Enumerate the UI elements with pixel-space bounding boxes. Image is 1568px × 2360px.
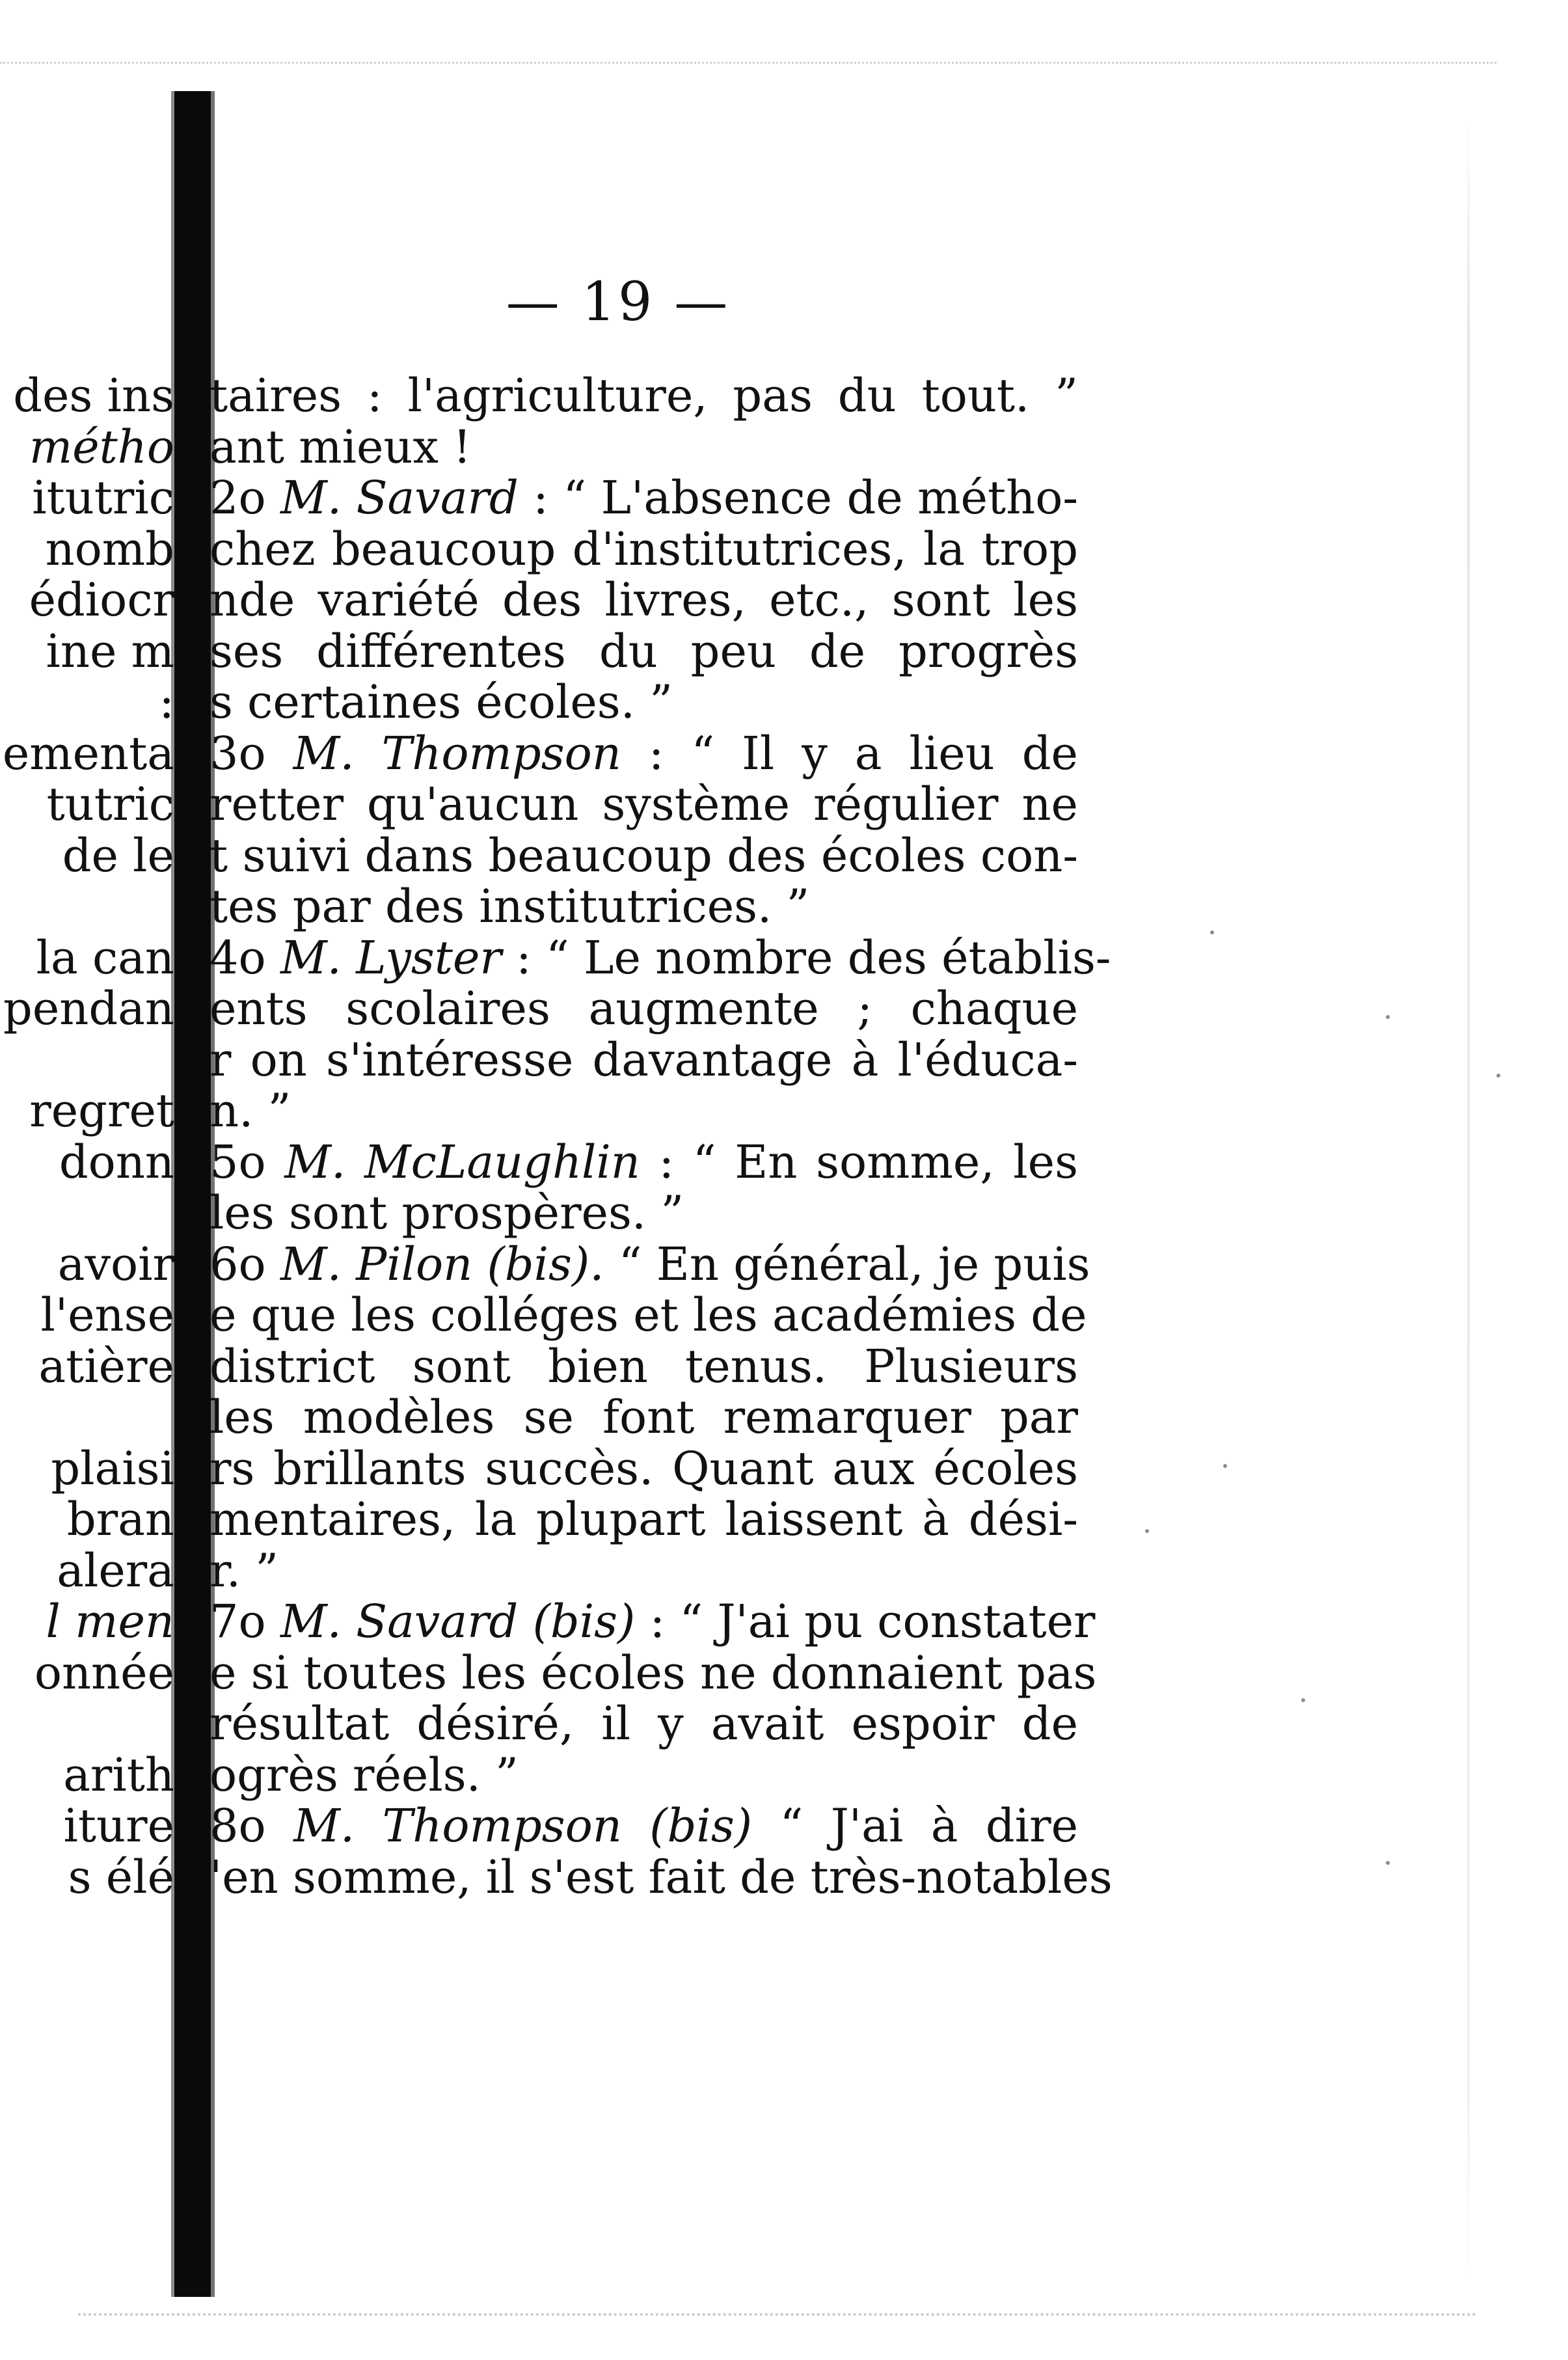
left-fragment: tutric xyxy=(46,778,174,831)
left-fragment: onnée xyxy=(34,1646,174,1700)
text-line xyxy=(210,625,1078,677)
scan-speck xyxy=(1054,748,1058,752)
text-line xyxy=(210,1443,1078,1495)
line-text: s certaines écoles. ” xyxy=(210,675,673,729)
item-number: 8o xyxy=(210,1799,294,1852)
text-line xyxy=(210,727,1078,780)
line-text: retter qu'aucun système régulier ne xyxy=(210,778,1078,831)
bottom-edge-noise xyxy=(78,2313,1477,2335)
line-text: e si toutes les écoles ne donnaient pas xyxy=(210,1646,1097,1700)
text-line xyxy=(210,1646,1097,1700)
line-text: mentaires, la plupart laissent à dési- xyxy=(210,1493,1078,1546)
scan-speck xyxy=(1386,1861,1390,1865)
text-line xyxy=(210,574,1078,626)
text-line xyxy=(210,778,1078,830)
text-line xyxy=(210,1749,1078,1801)
left-fragment: s élé xyxy=(68,1850,174,1904)
binding-gutter xyxy=(174,91,211,2297)
line-text: ogrès réels. ” xyxy=(210,1748,519,1802)
left-page-fragments xyxy=(0,370,174,1928)
inspector-name: M. Lyster xyxy=(280,930,502,984)
text-line xyxy=(210,1545,1078,1597)
inspector-name: M. Savard xyxy=(280,471,519,524)
line-text: district sont bien tenus. Plusieurs xyxy=(210,1339,1078,1393)
text-line xyxy=(210,930,1111,984)
line-text: taires : l'agriculture, pas du tout. ” xyxy=(210,369,1078,422)
line-text: résultat désiré, il y avait espoir de xyxy=(210,1697,1078,1750)
line-text: tes par des institutrices. ” xyxy=(210,880,810,933)
line-text: : “ Il y a lieu de xyxy=(621,726,1078,780)
inspector-name: M. Savard (bis) xyxy=(280,1595,636,1648)
line-text: ses différentes du peu de progrès xyxy=(210,624,1078,678)
line-text: “ J'ai à dire xyxy=(752,1799,1078,1852)
left-fragment: itutric xyxy=(32,471,174,524)
text-line xyxy=(210,830,1078,882)
page-number: — 19 — xyxy=(506,271,731,333)
left-fragment: : xyxy=(159,675,174,729)
left-fragment: édiocr xyxy=(29,573,174,627)
text-line xyxy=(210,1034,1078,1086)
left-fragment: regret xyxy=(29,1084,174,1137)
left-fragment: bran xyxy=(66,1493,174,1546)
left-fragment: ementa xyxy=(2,726,174,780)
item-number: 4o xyxy=(210,930,280,984)
text-line xyxy=(210,1237,1090,1291)
left-fragment: alera xyxy=(57,1543,174,1597)
left-fragment: de le xyxy=(62,828,174,882)
text-line xyxy=(210,1493,1078,1545)
inspector-name: M. Thompson (bis) xyxy=(293,1799,753,1852)
scan-speck xyxy=(1145,1529,1149,1533)
line-text: 'en somme, il s'est fait de très-notables xyxy=(210,1850,1113,1904)
text-line xyxy=(210,370,1078,422)
top-edge-noise xyxy=(0,62,1496,90)
left-fragment: des ins xyxy=(13,370,174,422)
left-fragment: arith xyxy=(63,1748,174,1802)
item-number: 6o xyxy=(210,1237,280,1291)
left-fragment: avoir xyxy=(57,1237,174,1291)
text-line xyxy=(210,1288,1087,1342)
inspector-name: M. Pilon (bis). xyxy=(280,1237,604,1291)
item-number: 7o xyxy=(210,1595,280,1648)
line-text: les sont prospères. ” xyxy=(210,1186,684,1240)
line-text: r on s'intéresse davantage à l'éduca- xyxy=(210,1033,1078,1087)
line-text: r. ” xyxy=(210,1543,279,1597)
scan-speck xyxy=(1301,1698,1305,1702)
left-fragment: la can xyxy=(36,930,174,984)
left-fragment: l'ense xyxy=(40,1288,174,1342)
scan-speck xyxy=(1210,930,1214,934)
left-fragment: métho xyxy=(29,420,174,474)
scan-speck xyxy=(1496,1074,1500,1078)
left-fragment: iture xyxy=(63,1799,174,1852)
left-fragment: nomb xyxy=(45,522,174,576)
line-text: ant mieux ! xyxy=(210,420,472,474)
text-line xyxy=(210,472,1078,524)
text-line xyxy=(210,983,1078,1035)
text-line xyxy=(210,1340,1078,1392)
left-fragment: l men xyxy=(46,1595,174,1648)
text-line xyxy=(210,1085,1078,1137)
text-line xyxy=(210,1800,1078,1852)
text-line xyxy=(210,421,1078,473)
text-line xyxy=(210,880,1078,932)
line-text: les modèles se font remarquer par xyxy=(210,1390,1078,1444)
inspector-name: M. Thompson xyxy=(293,726,621,780)
left-fragment: ine m xyxy=(46,624,174,678)
item-number: 5o xyxy=(210,1135,285,1189)
line-text: t suivi dans beaucoup des écoles con- xyxy=(210,828,1078,882)
line-text: e que les colléges et les académies de xyxy=(210,1288,1087,1342)
text-line xyxy=(210,1136,1078,1188)
scan-speck xyxy=(1223,1464,1227,1468)
left-fragment: atière xyxy=(38,1339,174,1393)
text-line xyxy=(210,1187,1078,1239)
text-line xyxy=(210,1698,1078,1750)
line-text: : “ L'absence de métho- xyxy=(518,471,1078,524)
line-text: chez beaucoup d'institutrices, la trop xyxy=(210,522,1078,576)
text-line xyxy=(210,676,1078,728)
item-number: 3o xyxy=(210,726,293,780)
left-fragment: pendan xyxy=(3,982,174,1035)
text-line xyxy=(210,1595,1096,1648)
page-right-edge xyxy=(1467,117,1470,2284)
line-text: nde variété des livres, etc., sont les xyxy=(210,573,1078,627)
line-text: : “ Le nombre des établis- xyxy=(501,930,1111,984)
text-line xyxy=(210,523,1078,575)
line-text: ents scolaires augmente ; chaque xyxy=(210,982,1078,1035)
line-text: rs brillants succès. Quant aux écoles xyxy=(210,1441,1078,1495)
inspector-name: M. McLaughlin xyxy=(284,1135,640,1189)
text-line xyxy=(210,1850,1113,1904)
line-text: : “ J'ai pu constater xyxy=(635,1595,1096,1648)
scan-speck xyxy=(1386,1015,1390,1019)
left-fragment: donn xyxy=(59,1135,174,1189)
text-line xyxy=(210,1391,1078,1443)
line-text: n. ” xyxy=(210,1084,291,1137)
line-text: “ En général, je puis xyxy=(604,1237,1090,1291)
left-fragment: plaisi xyxy=(51,1441,174,1495)
line-text: : “ En somme, les xyxy=(640,1135,1079,1189)
item-number: 2o xyxy=(210,471,281,524)
